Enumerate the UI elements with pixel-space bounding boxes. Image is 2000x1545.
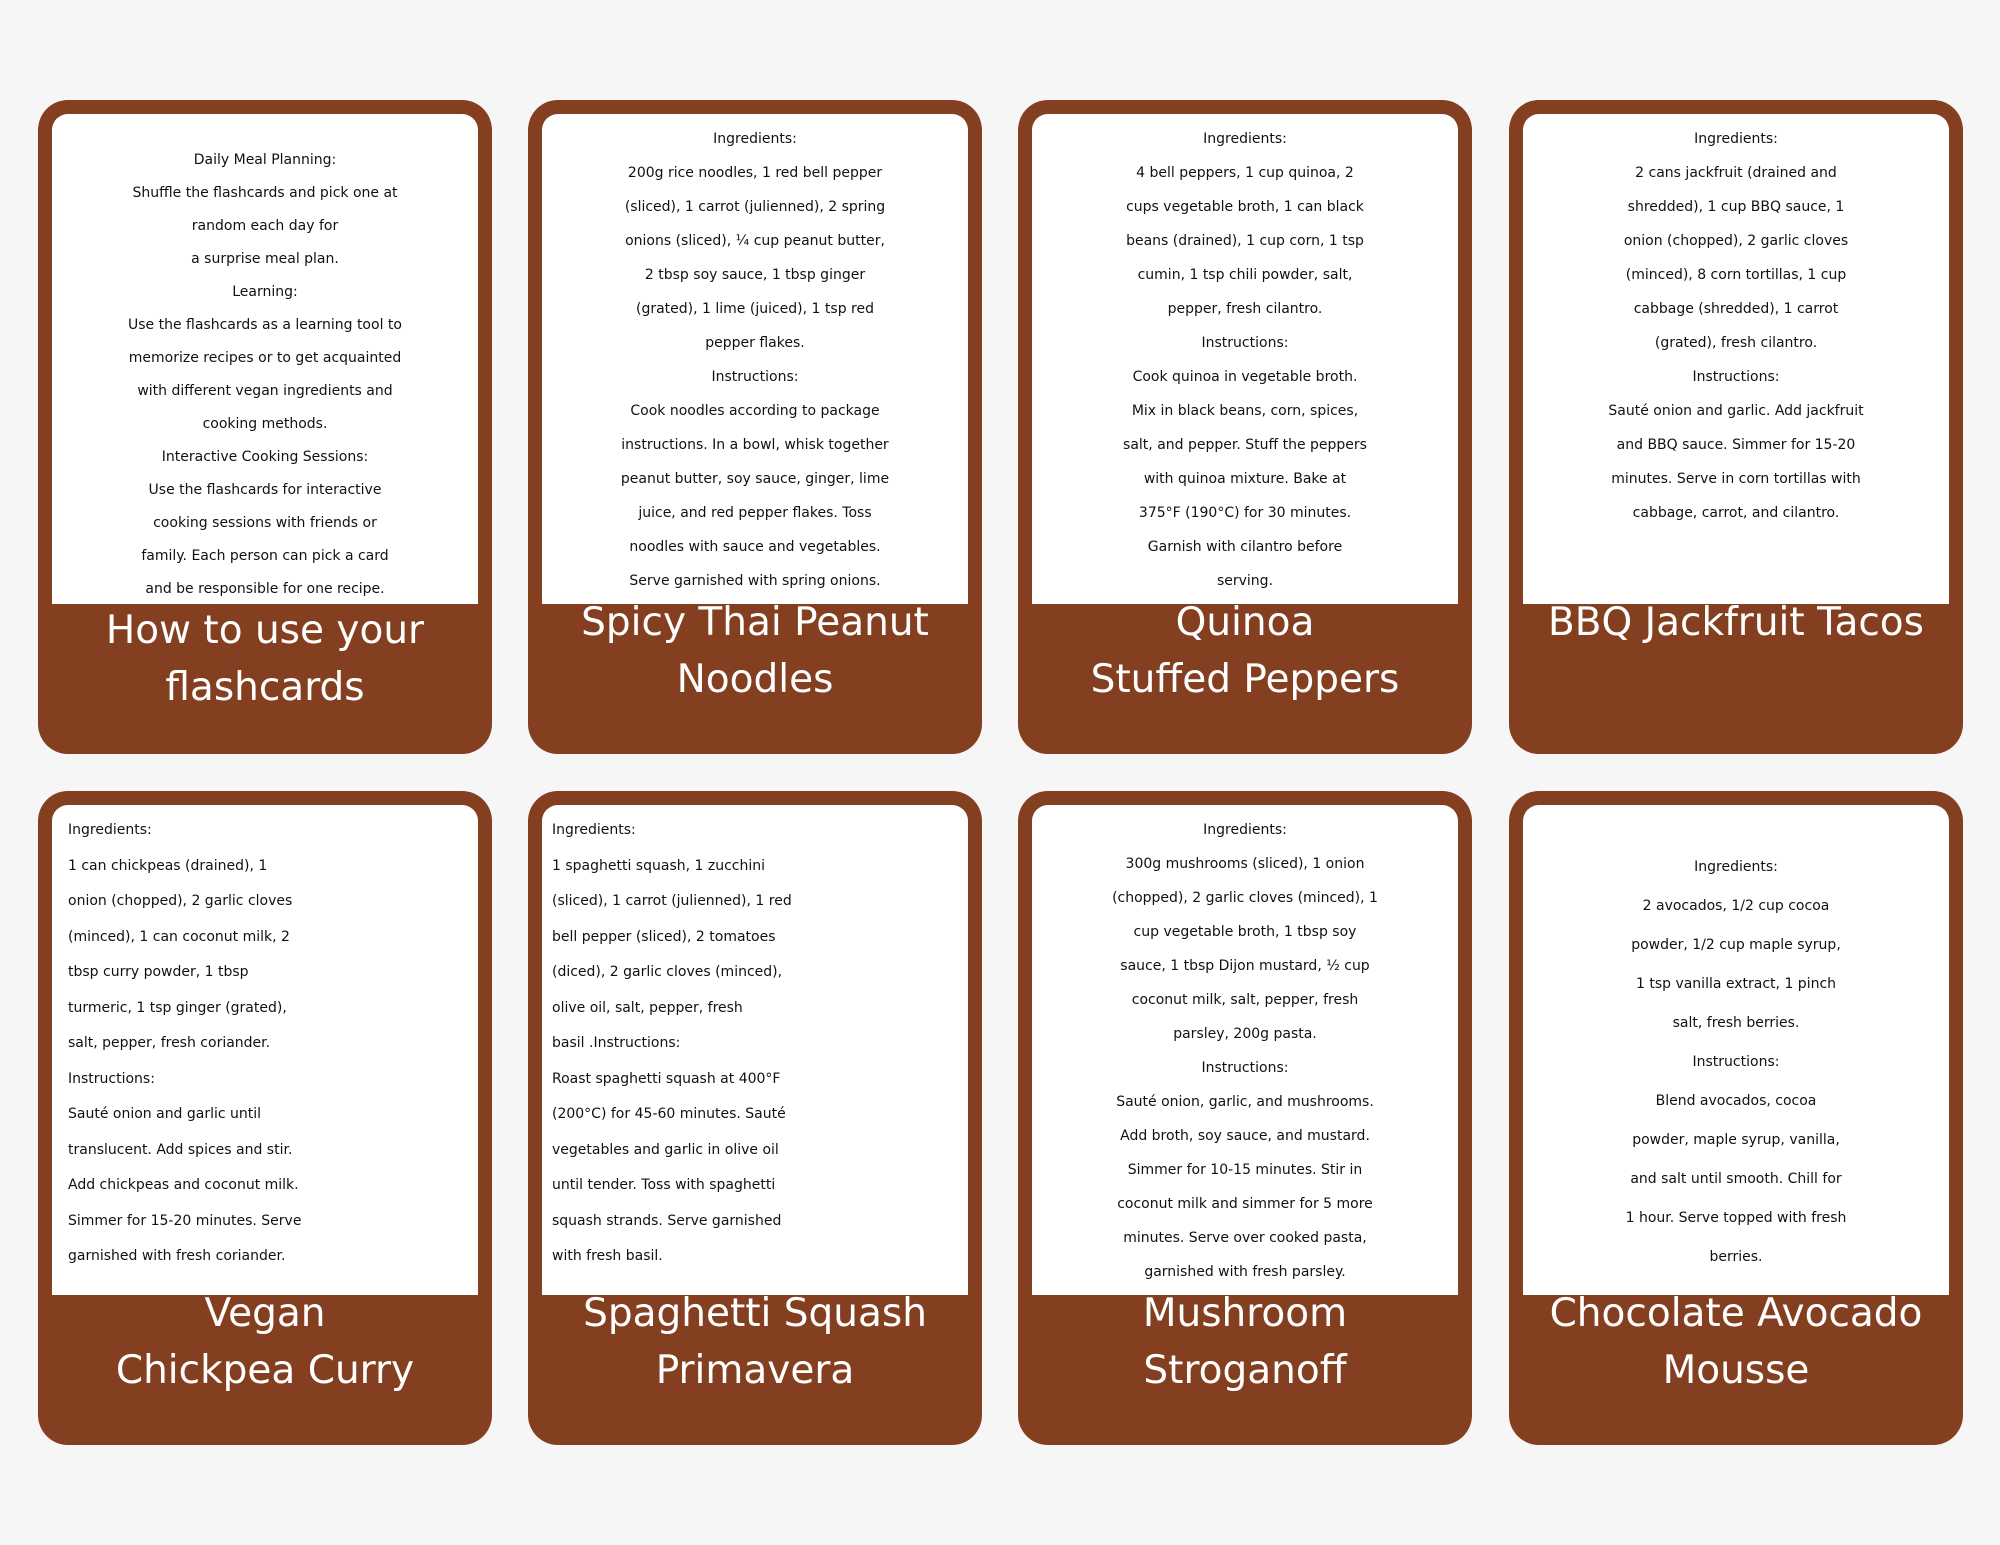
card-text-line: juice, and red pepper flakes. Toss bbox=[638, 505, 872, 521]
card-text-line: instructions. In a bowl, whisk together bbox=[621, 437, 889, 453]
card-text-line: Add chickpeas and coconut milk. bbox=[68, 1177, 299, 1193]
card-text-line: 200g rice noodles, 1 red bell pepper bbox=[627, 165, 883, 181]
card-text-line: 2 tbsp soy sauce, 1 tbsp ginger bbox=[644, 267, 866, 283]
card-mushroom-stroganoff bbox=[1018, 791, 1472, 1445]
card-text-line: Blend avocados, cocoa bbox=[1655, 1093, 1817, 1109]
card-text-line: cooking sessions with friends or bbox=[153, 515, 377, 531]
card-text-line: 1 can chickpeas (drained), 1 bbox=[68, 857, 268, 874]
card-text-line: with quinoa mixture. Bake at bbox=[1143, 471, 1347, 487]
card-title bbox=[38, 1285, 492, 1399]
card-text-line: Interactive Cooking Sessions: bbox=[161, 449, 369, 465]
card-title-line: flashcards bbox=[165, 665, 365, 710]
card-text-panel bbox=[1032, 805, 1458, 1295]
card-text-line: (chopped), 2 garlic cloves (minced), 1 bbox=[1112, 890, 1378, 906]
card-text-line: Use the flashcards for interactive bbox=[148, 482, 382, 498]
card-text-panel bbox=[542, 114, 968, 604]
card-title bbox=[528, 1285, 982, 1399]
card-text-line: 2 avocados, 1/2 cup cocoa bbox=[1642, 898, 1830, 914]
card-text-line: Shuffle the flashcards and pick one at bbox=[132, 185, 398, 201]
card-text-line: Cook noodles according to package bbox=[630, 403, 880, 419]
card-text-line: Ingredients: bbox=[1694, 131, 1778, 147]
card-text-line: sauce, 1 tbsp Dijon mustard, ½ cup bbox=[1120, 958, 1370, 974]
card-title bbox=[38, 602, 492, 716]
card-title-line: Mousse bbox=[1662, 1348, 1810, 1393]
card-text-line: 1 hour. Serve topped with fresh bbox=[1625, 1210, 1847, 1226]
card-text-line: minutes. Serve over cooked pasta, bbox=[1123, 1230, 1367, 1246]
card-text-line: cabbage, carrot, and cilantro. bbox=[1632, 505, 1840, 521]
card-text-line: (grated), 1 lime (juiced), 1 tsp red bbox=[636, 301, 874, 317]
card-text-panel bbox=[52, 114, 478, 604]
card-text-line: Ingredients: bbox=[1203, 131, 1287, 147]
card-text-line: (grated), fresh cilantro. bbox=[1654, 335, 1818, 351]
card-text-line: cooking methods. bbox=[202, 416, 328, 432]
card-text-line: Instructions: bbox=[711, 369, 799, 385]
card-text-line: random each day for bbox=[191, 218, 339, 234]
card-text-line: onion (chopped), 2 garlic cloves bbox=[1623, 233, 1849, 249]
card-text-line: with fresh basil. bbox=[552, 1248, 663, 1264]
card-text-line: coconut milk, salt, pepper, fresh bbox=[1131, 992, 1359, 1008]
card-text-line: cabbage (shredded), 1 carrot bbox=[1633, 301, 1839, 317]
card-text-panel bbox=[52, 805, 478, 1295]
card-text-panel bbox=[1523, 114, 1949, 604]
card-text-line: olive oil, salt, pepper, fresh bbox=[552, 999, 743, 1016]
card-title-line: Quinoa bbox=[1175, 600, 1315, 645]
card-title-line: Noodles bbox=[676, 657, 834, 702]
card-text-line: Sauté onion and garlic. Add jackfruit bbox=[1608, 403, 1864, 419]
card-text-line: garnished with fresh parsley. bbox=[1144, 1264, 1346, 1280]
card-text-line: 1 tsp vanilla extract, 1 pinch bbox=[1635, 976, 1837, 992]
card-text-line: powder, 1/2 cup maple syrup, bbox=[1631, 937, 1841, 953]
card-text-line: until tender. Toss with spaghetti bbox=[552, 1177, 776, 1193]
card-text-line: Mix in black beans, corn, spices, bbox=[1131, 403, 1359, 419]
card-text-line: Sauté onion and garlic until bbox=[68, 1106, 262, 1122]
card-text-line: and be responsible for one recipe. bbox=[145, 581, 385, 597]
card-text-line: berries. bbox=[1709, 1249, 1763, 1265]
card-text-line: pepper flakes. bbox=[705, 335, 805, 351]
card-text-line: cumin, 1 tsp chili powder, salt, bbox=[1137, 267, 1353, 283]
card-text-line: minutes. Serve in corn tortillas with bbox=[1611, 471, 1861, 487]
card-title bbox=[528, 594, 982, 708]
card-text-panel bbox=[1032, 114, 1458, 604]
card-text-line: peanut butter, soy sauce, ginger, lime bbox=[620, 471, 890, 487]
card-text-line: Daily Meal Planning: bbox=[193, 152, 337, 168]
card-text-line: translucent. Add spices and stir. bbox=[68, 1141, 293, 1158]
card-text-line: Instructions: bbox=[1201, 1060, 1289, 1076]
card-text-line: bell pepper (sliced), 2 tomatoes bbox=[552, 928, 776, 945]
card-text-line: Sauté onion, garlic, and mushrooms. bbox=[1116, 1094, 1374, 1110]
card-text-line: garnished with fresh coriander. bbox=[68, 1248, 286, 1264]
card-text-line: salt, fresh berries. bbox=[1672, 1015, 1800, 1031]
card-text-line: Ingredients: bbox=[1694, 859, 1778, 875]
card-text-line: Garnish with cilantro before bbox=[1147, 539, 1343, 555]
card-text-line: powder, maple syrup, vanilla, bbox=[1632, 1132, 1840, 1148]
card-title bbox=[1018, 1285, 1472, 1399]
card-bbq-jackfruit-tacos bbox=[1509, 100, 1963, 754]
card-text-line: cups vegetable broth, 1 can black bbox=[1126, 199, 1364, 215]
card-text-line: Instructions: bbox=[1692, 1054, 1780, 1070]
card-text-line: with different vegan ingredients and bbox=[137, 383, 393, 399]
card-title bbox=[1509, 594, 1963, 651]
card-title-line: Chocolate Avocado bbox=[1549, 1291, 1923, 1336]
card-how-to-use bbox=[38, 100, 492, 754]
card-title-line: How to use your bbox=[105, 608, 425, 653]
card-text-panel bbox=[1523, 805, 1949, 1295]
card-text-panel bbox=[542, 805, 968, 1295]
card-title-line: Spicy Thai Peanut bbox=[581, 600, 929, 645]
card-text-line: family. Each person can pick a card bbox=[141, 548, 389, 564]
card-text-line: Cook quinoa in vegetable broth. bbox=[1132, 369, 1358, 385]
card-text-line: (sliced), 1 carrot (julienned), 2 spring bbox=[624, 199, 886, 215]
card-text-line: a surprise meal plan. bbox=[191, 251, 339, 267]
card-text-line: Ingredients: bbox=[713, 131, 797, 147]
card-text-line: Instructions: bbox=[68, 1070, 155, 1087]
card-title-line: Mushroom bbox=[1142, 1291, 1348, 1336]
card-title-line: Stroganoff bbox=[1143, 1348, 1347, 1393]
card-title-line: Chickpea Curry bbox=[115, 1348, 415, 1393]
card-spicy-thai-peanut-noodles bbox=[528, 100, 982, 754]
card-text-line: and salt until smooth. Chill for bbox=[1630, 1171, 1842, 1187]
card-title-line: BBQ Jackfruit Tacos bbox=[1548, 600, 1924, 645]
card-text-line: memorize recipes or to get acquainted bbox=[128, 350, 402, 366]
card-text-line: Add broth, soy sauce, and mustard. bbox=[1120, 1128, 1370, 1144]
card-text-line: (sliced), 1 carrot (julienned), 1 red bbox=[552, 893, 792, 909]
card-text-line: (diced), 2 garlic cloves (minced), bbox=[552, 964, 783, 980]
card-text-line: 4 bell peppers, 1 cup quinoa, 2 bbox=[1136, 165, 1354, 181]
card-text-line: basil .Instructions: bbox=[552, 1035, 681, 1051]
card-text-line: cup vegetable broth, 1 tbsp soy bbox=[1133, 924, 1357, 940]
card-text-line: tbsp curry powder, 1 tbsp bbox=[68, 964, 249, 980]
card-text-line: salt, and pepper. Stuff the peppers bbox=[1123, 437, 1367, 453]
card-text-line: coconut milk and simmer for 5 more bbox=[1117, 1196, 1373, 1212]
card-chocolate-avocado-mousse bbox=[1509, 791, 1963, 1445]
card-text-line: (minced), 8 corn tortillas, 1 cup bbox=[1625, 267, 1847, 283]
card-text-line: salt, pepper, fresh coriander. bbox=[68, 1035, 271, 1051]
card-text-line: pepper, fresh cilantro. bbox=[1167, 301, 1323, 317]
card-vegan-chickpea-curry bbox=[38, 791, 492, 1445]
card-spaghetti-squash-primavera bbox=[528, 791, 982, 1445]
card-text-line: Simmer for 15-20 minutes. Serve bbox=[68, 1212, 302, 1229]
card-text-line: Learning: bbox=[232, 284, 298, 300]
card-text-line: 2 cans jackfruit (drained and bbox=[1635, 165, 1837, 181]
card-text-line: beans (drained), 1 cup corn, 1 tsp bbox=[1126, 233, 1364, 249]
card-title-line: Primavera bbox=[655, 1348, 855, 1393]
card-text-line: Use the flashcards as a learning tool to bbox=[128, 317, 402, 333]
card-title-line: Spaghetti Squash bbox=[583, 1291, 927, 1336]
card-text-line: onion (chopped), 2 garlic cloves bbox=[68, 893, 293, 909]
card-title-line: Stuffed Peppers bbox=[1090, 657, 1400, 702]
card-text-line: turmeric, 1 tsp ginger (grated), bbox=[68, 999, 287, 1016]
card-text-line: Serve garnished with spring onions. bbox=[629, 573, 881, 589]
card-text-line: Instructions: bbox=[1692, 369, 1780, 385]
card-text-line: Ingredients: bbox=[1203, 822, 1287, 838]
card-text-line: noodles with sauce and vegetables. bbox=[629, 539, 881, 555]
card-text-line: Ingredients: bbox=[552, 822, 636, 838]
card-quinoa-stuffed-peppers bbox=[1018, 100, 1472, 754]
card-text-line: and BBQ sauce. Simmer for 15-20 bbox=[1616, 437, 1856, 453]
card-text-line: serving. bbox=[1216, 573, 1274, 589]
card-text-line: 300g mushrooms (sliced), 1 onion bbox=[1125, 856, 1365, 872]
card-text-line: (200°C) for 45-60 minutes. Sauté bbox=[552, 1106, 786, 1122]
card-text-line: shredded), 1 cup BBQ sauce, 1 bbox=[1627, 199, 1845, 215]
card-text-line: onions (sliced), ¼ cup peanut butter, bbox=[625, 233, 885, 249]
card-text-line: 1 spaghetti squash, 1 zucchini bbox=[552, 857, 766, 874]
card-text-line: (minced), 1 can coconut milk, 2 bbox=[68, 928, 290, 945]
card-text-line: Simmer for 10-15 minutes. Stir in bbox=[1127, 1162, 1363, 1178]
card-text-line: parsley, 200g pasta. bbox=[1173, 1026, 1317, 1042]
card-title bbox=[1509, 1285, 1963, 1399]
card-title bbox=[1018, 594, 1472, 708]
card-text-line: squash strands. Serve garnished bbox=[552, 1212, 782, 1229]
card-text-line: Roast spaghetti squash at 400°F bbox=[552, 1070, 781, 1087]
card-text-line: 375°F (190°C) for 30 minutes. bbox=[1138, 505, 1352, 521]
card-text-line: Ingredients: bbox=[68, 822, 152, 838]
card-text-line: vegetables and garlic in olive oil bbox=[552, 1141, 779, 1158]
card-title-line: Vegan bbox=[204, 1291, 326, 1336]
card-text-line: Instructions: bbox=[1201, 335, 1289, 351]
